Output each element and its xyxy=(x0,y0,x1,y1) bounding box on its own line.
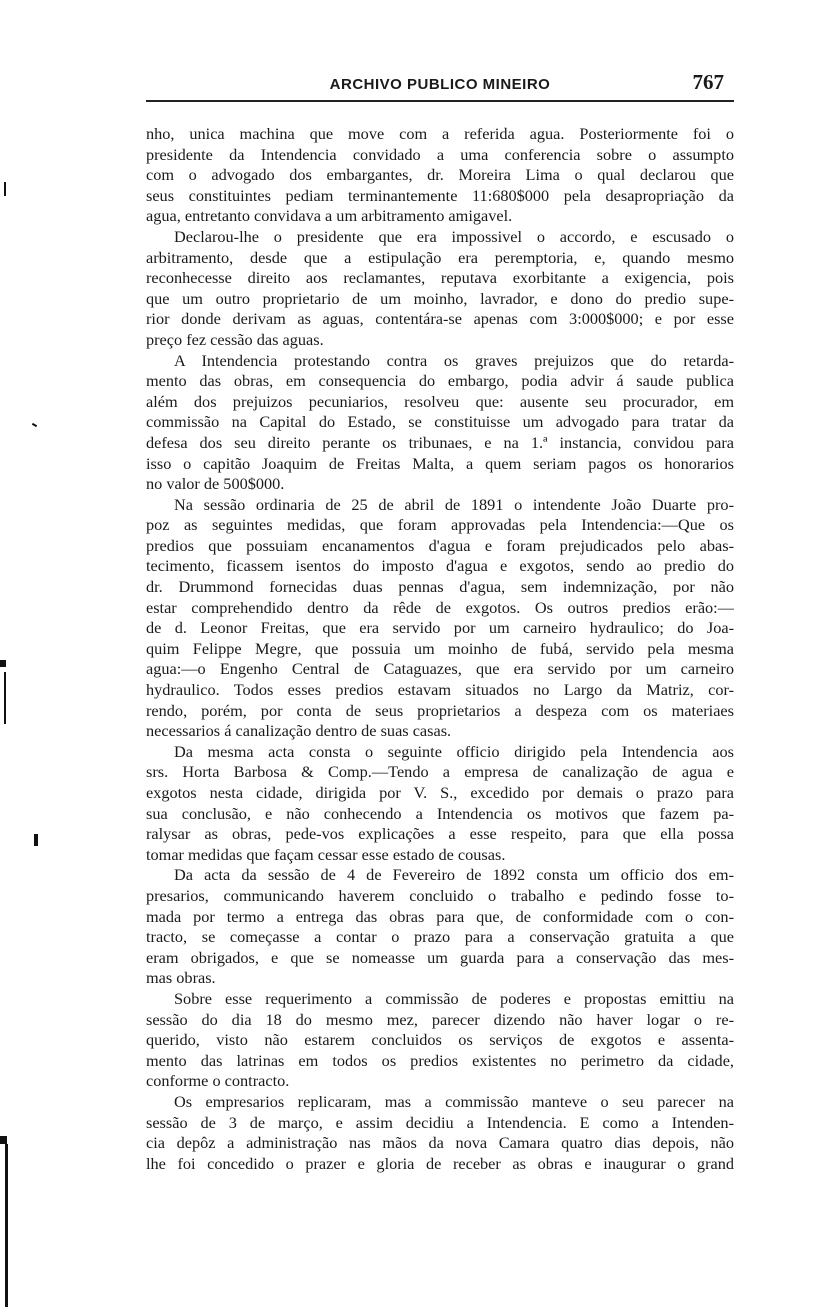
body-text xyxy=(146,124,734,1174)
text-line: Os empresarios replicaram, mas a commissão manteve o seu parecer na xyxy=(174,1091,734,1111)
text-line: A Intendencia protestando contra os graves prejuizos que do retarda- xyxy=(174,350,734,370)
text-line: além dos prejuizos pecuniarios, resolveu que: ausente seu procurador, em xyxy=(146,391,734,411)
text-line: conforme o contracto. xyxy=(146,1071,290,1091)
text-line: tomar medidas que façam cessar esse estado de cousas. xyxy=(146,844,506,864)
text-line: agua:—o Engenho Central de Cataguazes, que era servido por um carneiro xyxy=(146,659,734,679)
text-line: necessarios á canalização dentro de suas casas. xyxy=(146,721,452,741)
text-line: eram obrigados, e que se nomeasse um guarda para a conservação das mes- xyxy=(146,947,734,967)
text-line: Da acta da sessão de 4 de Fevereiro de 1892 consta um officio dos em- xyxy=(174,865,734,885)
text-line: mento das latrinas em todos os predios existentes no perimetro da cidade, xyxy=(146,1050,734,1070)
text-line: arbitramento, desde que a estipulação era peremptoria, e, quando mesmo xyxy=(146,247,734,267)
margin-mark xyxy=(0,1136,7,1144)
text-line: que um outro proprietario de um moinho, lavrador, e dono do predio supe- xyxy=(146,288,734,308)
margin-mark xyxy=(4,672,6,724)
margin-mark xyxy=(0,660,6,667)
text-line: Declarou-lhe o presidente que era impossivel o accordo, e escusado o xyxy=(174,226,734,246)
text-line: tracto, se começasse a contar o prazo para a conservação gratuita a que xyxy=(146,927,734,947)
text-line: defesa dos seu direito perante os tribunaes, e na 1.ª instancia, convidou para xyxy=(146,432,734,452)
text-line: mada por termo a entrega das obras para que, de conformidade com o con- xyxy=(146,906,734,926)
margin-mark xyxy=(34,834,38,846)
text-line: Da mesma acta consta o seguinte officio dirigido pela Intendencia aos xyxy=(174,741,734,761)
journal-title: ARCHIVO PUBLICO MINEIRO xyxy=(329,76,551,93)
text-line: mas obras. xyxy=(146,968,216,988)
running-head xyxy=(146,70,734,100)
text-line: agua, entretanto convidava a um arbitramento amigavel. xyxy=(146,206,513,226)
text-line: predios que possuiam encanamentos d'agua e foram prejudicados pelo abas- xyxy=(146,535,734,555)
text-line: nho, unica machina que move com a referida agua. Posteriormente foi o xyxy=(146,124,734,143)
text-line: ralysar as obras, pede-vos explicações a esse respeito, para que ella possa xyxy=(146,824,734,844)
text-line: commissão na Capital do Estado, se constituisse um advogado para tratar da xyxy=(146,412,734,432)
text-line: Na sessão ordinaria de 25 de abril de 1891 o intendente João Duarte pro- xyxy=(174,494,734,514)
text-line: sessão de 3 de março, e assim decidiu a Intendencia. E como a Intenden- xyxy=(146,1112,734,1132)
text-line: hydraulico. Todos esses predios estavam situados no Largo da Matriz, cor- xyxy=(146,680,734,700)
text-line: quim Felippe Megre, que possuia um moinho de fubá, servido pela mesma xyxy=(146,638,734,658)
text-line: srs. Horta Barbosa & Comp.—Tendo a empresa de canalização de agua e xyxy=(146,762,734,782)
text-line: poz as seguintes medidas, que foram approvadas pela Intendencia:—Que os xyxy=(146,515,734,535)
text-line: exgotos nesta cidade, dirigida por V. S., excedido por demais o prazo para xyxy=(146,783,734,802)
text-line: dr. Drummond fornecidas duas pennas d'agua, sem indemnização, por não xyxy=(146,577,734,597)
text-line: isso o capitão Joaquim de Freitas Malta, a quem seriam pagos os honorarios xyxy=(146,453,734,473)
margin-mark xyxy=(4,182,6,196)
text-line: cia depôz a administração nas mãos da nova Camara quatro dias depois, não xyxy=(146,1133,734,1153)
text-line: preço fez cessão das aguas. xyxy=(146,329,324,349)
text-line: estar comprehendido dentro da rêde de exgotos. Os outros predios erão:— xyxy=(146,597,734,617)
text-line: no valor de 500$000. xyxy=(146,474,285,494)
text-line: lhe foi concedido o prazer e gloria de receber as obras e inaugurar o grand xyxy=(146,1153,734,1173)
text-line: presidente da Intendencia convidado a uma conferencia sobre o assumpto xyxy=(146,144,734,164)
margin-mark xyxy=(32,423,37,427)
text-line: de d. Leonor Freitas, que era servido por um carneiro hydraulico; do Joa- xyxy=(146,618,734,638)
text-line: presarios, communicando haverem concluido o trabalho e pedindo fosse to- xyxy=(146,885,734,905)
text-line: reconhecesse direito aos reclamantes, reputava exorbitante a exigencia, pois xyxy=(146,268,734,288)
text-line: com o advogado dos embargantes, dr. Moreira Lima o qual declarou que xyxy=(146,165,734,185)
text-line: sua conclusão, e não conhecendo a Intendencia os motivos que fazem pa- xyxy=(146,803,734,823)
text-line: sessão do dia 18 do mesmo mez, parecer dizendo não haver logar o re- xyxy=(146,1009,734,1029)
text-line: rior donde derivam as aguas, contentára-se apenas com 3:000$000; e por esse xyxy=(146,309,734,329)
text-line: seus constituintes pediam terminantemente 11:680$000 pela desapropriação da xyxy=(146,185,734,205)
margin-mark xyxy=(5,1144,8,1307)
text-line: rendo, porém, por conta de seus proprietarios a despeza com os materiaes xyxy=(146,700,734,720)
text-line: querido, visto não estarem concluidos os serviços de exgotos e assenta- xyxy=(146,1030,734,1050)
text-line: Sobre esse requerimento a commissão de poderes e propostas emittiu na xyxy=(174,988,734,1008)
page-number: 767 xyxy=(692,70,724,94)
text-line: tecimento, ficassem isentos do imposto d'agua e exgotos, sendo ao predio do xyxy=(146,556,734,576)
header-rule xyxy=(146,100,734,102)
text-line: mento das obras, em consequencia do embargo, podia advir á saude publica xyxy=(146,371,734,391)
